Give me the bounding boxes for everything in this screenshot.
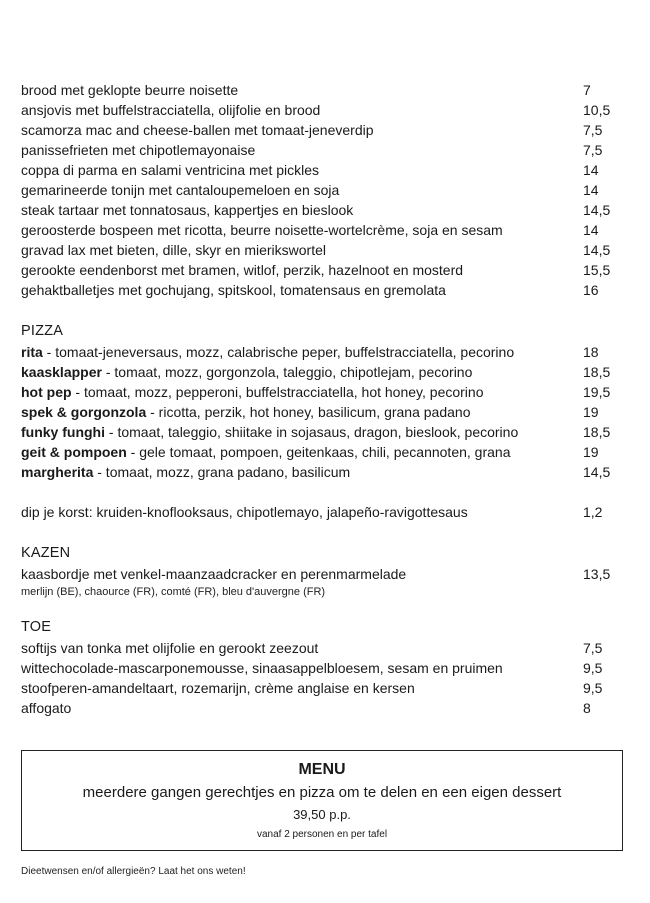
pizza-desc: - tomaat, mozz, pepperoni, buffelstracciatella, hot honey, pecorino [71, 384, 484, 400]
pizza-list [21, 342, 611, 482]
pizza-name: hot pep [21, 384, 72, 400]
pizza-name: spek & gorgonzola [21, 404, 147, 420]
list-item: wittechocolade-mascarponemousse, sinaasappelbloesem, sesam en pruimen 9,5 [21, 660, 603, 676]
list-item: affogato 8 [21, 700, 591, 716]
list-item: spek & gorgonzola - ricotta, perzik, hot honey, basilicum, grana padano 19 [21, 404, 599, 420]
pizza-desc: - tomaat-jeneversaus, mozz, calabrische peper, buffelstracciatella, pecorino [42, 344, 515, 360]
set-menu-box [21, 750, 623, 851]
list-item: rita - tomaat-jeneversaus, mozz, calabrische peper, buffelstracciatella, pecorino 18 [21, 344, 599, 360]
dessert-list [21, 638, 611, 718]
list-item: brood met geklopte beurre noisette 7 [21, 82, 591, 98]
list-item: margherita - tomaat, mozz, grana padano, basilicum 14,5 [21, 464, 611, 480]
pizza-desc: - gele tomaat, pompoen, geitenkaas, chili, pecannoten, grana [126, 444, 511, 460]
cheese-list: merlijn (BE), chaource (FR), comté (FR), bleu d'auvergne (FR) [21, 586, 326, 598]
list-item: gerookte eendenborst met bramen, witlof, perzik, hazelnoot en mosterd 15,5 [21, 262, 611, 278]
list-item: gemarineerde tonijn met cantaloupemeloen en soja 14 [21, 182, 599, 198]
toe-section-title: TOE [21, 619, 52, 635]
list-item: softijs van tonka met olijfolie en gerookt zeezout 7,5 [21, 640, 603, 656]
set-menu-price: 39,50 p.p. [293, 807, 351, 822]
pizza-desc: - ricotta, perzik, hot honey, basilicum, grana padano [146, 404, 471, 420]
set-menu-title: MENU [298, 761, 346, 778]
pizza-desc: - tomaat, mozz, gorgonzola, taleggio, chipotlejam, pecorino [101, 364, 473, 380]
list-item: gehaktballetjes met gochujang, spitskool, tomatensaus en gremolata 16 [21, 282, 599, 298]
list-item: hot pep - tomaat, mozz, pepperoni, buffelstracciatella, hot honey, pecorino 19,5 [21, 384, 611, 400]
list-item: funky funghi - tomaat, taleggio, shiitake in sojasaus, dragon, bieslook, pecorino 18,5 [21, 424, 611, 440]
pizza-name: kaasklapper [21, 364, 102, 380]
pizza-desc: - tomaat, mozz, grana padano, basilicum [93, 464, 351, 480]
list-item: gravad lax met bieten, dille, skyr en mierikswortel 14,5 [21, 242, 611, 258]
menu-card [21, 80, 611, 718]
kazen-section-title: KAZEN [21, 545, 71, 561]
allergy-note: Dieetwensen en/of allergieën? Laat het ons weten! [21, 866, 246, 877]
list-item: geit & pompoen - gele tomaat, pompoen, geitenkaas, chili, pecannoten, grana 19 [21, 444, 599, 460]
list-item: scamorza mac and cheese-ballen met tomaat-jeneverdip 7,5 [21, 122, 603, 138]
list-item: ansjovis met buffelstracciatella, olijfolie en brood 10,5 [21, 102, 611, 118]
list-item: steak tartaar met tonnatosaus, kappertjes en bieslook 14,5 [21, 202, 611, 218]
dip-item: dip je korst: kruiden-knoflooksaus, chipotlemayo, jalapeño-ravigottesaus 1,2 [21, 504, 603, 520]
list-item: stoofperen-amandeltaart, rozemarijn, crème anglaise en kersen 9,5 [21, 680, 603, 696]
pizza-name: geit & pompoen [21, 444, 127, 460]
pizza-name: rita [21, 344, 43, 360]
set-menu-note: vanaf 2 personen en per tafel [256, 829, 388, 840]
pizza-name: funky funghi [21, 424, 105, 440]
list-item: panissefrieten met chipotlemayonaise 7,5 [21, 142, 603, 158]
pizza-section-title: PIZZA [21, 323, 64, 339]
set-menu-description: meerdere gangen gerechtjes en pizza om te delen en een eigen dessert [82, 784, 562, 801]
pizza-name: margherita [21, 464, 94, 480]
list-item: coppa di parma en salami ventricina met pickles 14 [21, 162, 599, 178]
pizza-desc: - tomaat, taleggio, shiitake in sojasaus, dragon, bieslook, pecorino [105, 424, 519, 440]
list-item: kaasklapper - tomaat, mozz, gorgonzola, taleggio, chipotlejam, pecorino 18,5 [21, 364, 611, 380]
starters-list [21, 80, 611, 300]
list-item: kaasbordje met venkel-maanzaadcracker en perenmarmelade 13,5 [21, 566, 611, 582]
list-item: geroosterde bospeen met ricotta, beurre noisette-wortelcrème, soja en sesam 14 [21, 222, 599, 238]
